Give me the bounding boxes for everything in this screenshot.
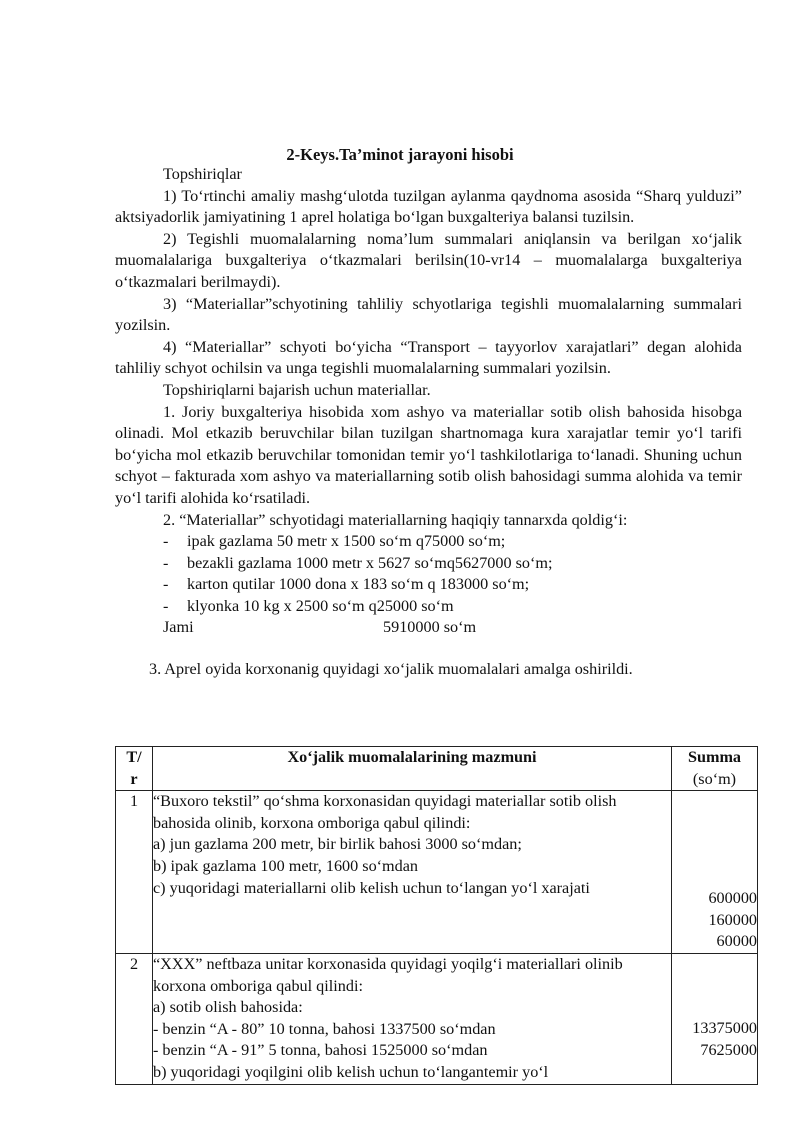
task-3: 3) “Materiallar”schyotining tahliliy schyotlariga tegishli muomalalarning summalari yozilsin.	[115, 294, 742, 335]
total-label: Jami	[163, 618, 194, 637]
col-description-header: Xo‘jalik muomalalarining mazmuni	[153, 747, 672, 791]
case-title: 2-Keys.Ta’minot jarayoni hisobi	[286, 145, 514, 164]
row-number: 1	[116, 791, 153, 954]
task-2: 2) Tegishli muomalalarning noma’lum summalari aniqlansin va berilgan xo‘jalik muomalalariga buxgalteriya o‘tkazmalari berilsin(10-vr14 – muomalalarga buxgalteriya o‘tkazmalari berilmaydi).	[115, 229, 742, 291]
material-1: 1. Joriy buxgalteriya hisobida xom ashyo va materiallar sotib olish bahosida hisobga olinadi. Mol etkazib beruvchilar bilan tuzilgan shartnomaga kura xarajatlar temir yo‘l tarifi bo‘yicha mol etkazib beruvchilar tomonidan temir yo‘l tashkilotlariga to‘lanadi. Shuning uchun schyot – fakturada xom ashyo va materiallarning sotib olish bahosidagi summa alohida va temir yo‘l tarifi alohida ko‘rsatiladi.	[115, 402, 742, 507]
tasks-heading: Topshiriqlar	[163, 165, 242, 183]
total-value: 5910000 so‘m	[383, 618, 477, 637]
material-3-intro: 3. Aprel oyida korxonanig quyidagi xo‘jalik muomalalari amalga oshirildi.	[149, 660, 633, 679]
operations-table	[115, 746, 758, 1085]
balance-item: - karton qutilar 1000 dona x 183 so‘m q 183000 so‘m;	[163, 575, 530, 594]
row-sums: 13375000 7625000	[672, 953, 758, 1084]
materials-heading: Topshiriqlarni bajarish uchun materiallar.	[163, 380, 431, 399]
table-row	[116, 953, 758, 1084]
balance-item: - ipak gazlama 50 metr x 1500 so‘m q75000 so‘m;	[163, 532, 506, 551]
table-header-row	[116, 747, 758, 791]
balance-item: - klyonka 10 kg x 2500 so‘m q25000 so‘m	[163, 596, 454, 615]
col-number-header: T/ r	[116, 747, 153, 791]
material-2-intro: 2. “Materiallar” schyotidagi materiallarning haqiqiy tannarxda qoldig‘i:	[163, 510, 628, 529]
row-sums: 600000 160000 60000	[672, 791, 758, 954]
row-description: “Buxoro tekstil” qo‘shma korxonasidan quyidagi materiallar sotib olish bahosida olinib, korxona omboriga qabul qilindi: a) jun gazlama 200 metr, bir birlik bahosi 3000 so‘mdan; b) ipak gazlama 100 metr, 1600 so‘mdan c) yuqoridagi materiallarni olib kelish uchun to‘langan yo‘l xarajati	[153, 791, 672, 954]
row-number: 2	[116, 953, 153, 1084]
task-4: 4) “Materiallar” schyoti bo‘yicha “Transport – tayyorlov xarajatlari” degan alohida tahliliy schyot ochilsin va unga tegishli muomalalarning summalari yozilsin.	[115, 337, 742, 378]
task-1: 1) To‘rtinchi amaliy mashg‘ulotda tuzilgan aylanma qaydnoma asosida “Sharq yulduzi” aktsiyadorlik jamiyatining 1 aprel holatiga bo‘lgan buxgalteriya balansi tuzilsin.	[115, 186, 742, 227]
document-body	[115, 164, 742, 681]
balance-total	[115, 617, 742, 639]
balance-item: - bezakli gazlama 1000 metr x 5627 so‘mq5627000 so‘m;	[163, 553, 553, 572]
table-row	[116, 791, 758, 954]
row-description: “XXX” neftbaza unitar korxonasida quyidagi yoqilg‘i materiallari olinib korxona omboriga qabul qilindi: a) sotib olish bahosida: - benzin “A - 80” 10 tonna, bahosi 1337500 so‘mdan - benzin “A - 91” 5 tonna, bahosi 1525000 so‘mdan b) yuqoridagi yoqilgini olib kelish uchun to‘langantemir yo‘l	[153, 953, 672, 1084]
col-sum-header: Summa (so‘m)	[672, 747, 758, 791]
